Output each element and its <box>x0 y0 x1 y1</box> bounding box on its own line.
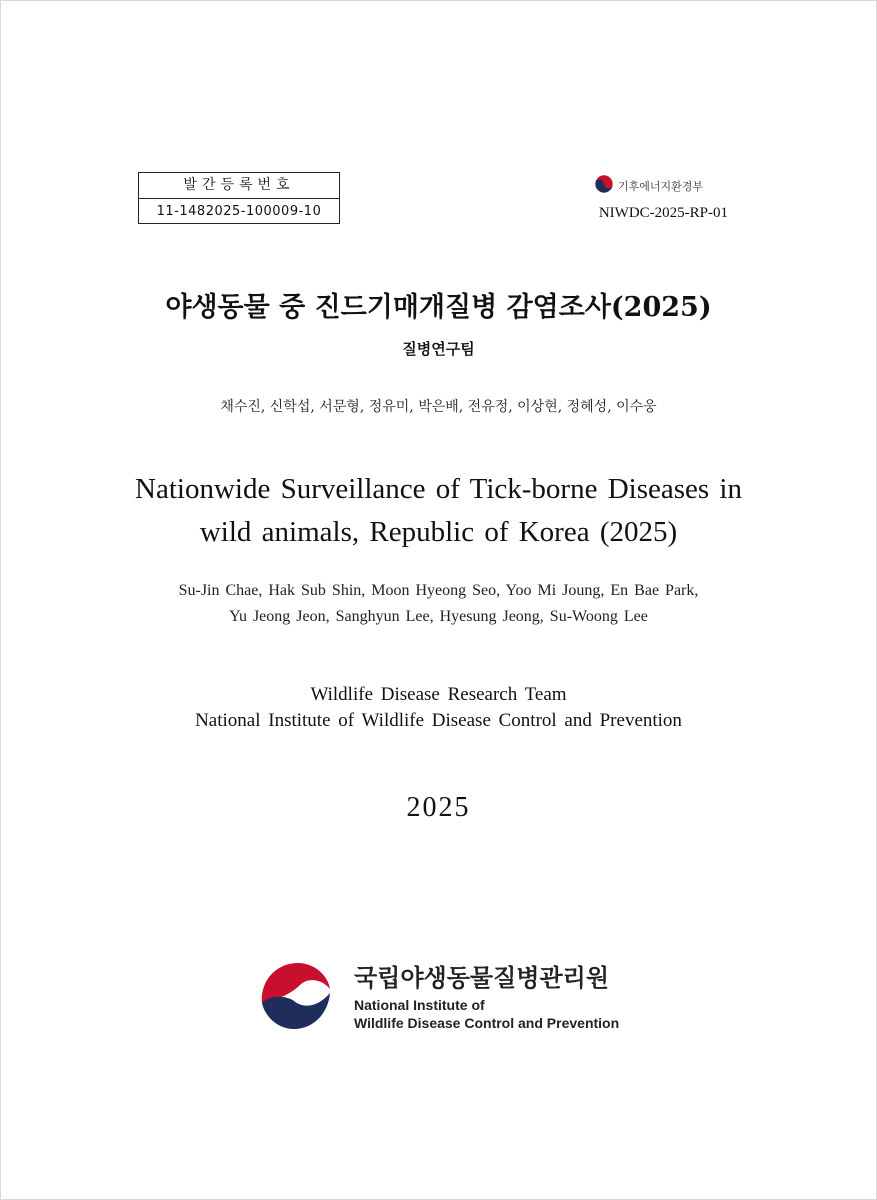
title-korean: 야생동물 중 진드기매개질병 감염조사(2025) <box>165 292 712 323</box>
institution-name-english <box>354 996 619 1032</box>
affiliation <box>60 682 817 734</box>
registration-label: 발간등록번호 <box>139 173 339 199</box>
title-english-line2: wild animals, Republic of Korea (2025) <box>199 516 678 548</box>
authors-english-line2: Yu Jeong Jeon, Sanghyun Lee, Hyesung Jeong, Su-Woong Lee <box>229 608 648 625</box>
ministry-name: 기후에너지환경부 <box>618 180 704 193</box>
title-english <box>60 468 817 554</box>
institution-name-korean: 국립야생동물질병관리원 <box>354 964 610 992</box>
team-korean: 질병연구팀 <box>402 340 475 358</box>
document-code: NIWDC-2025-RP-01 <box>598 205 728 221</box>
ministry-mark <box>594 176 703 196</box>
institution-name-english-line2: Wildlife Disease Control and Prevention <box>354 1015 620 1031</box>
registration-box <box>138 172 340 224</box>
institute-logo-icon <box>256 955 336 1035</box>
authors-korean: 채수진, 신학섭, 서문형, 정유미, 박은배, 전유정, 이상현, 정혜성, 이수웅 <box>220 399 657 415</box>
taegeuk-emblem-icon <box>594 174 614 198</box>
affiliation-team: Wildlife Disease Research Team <box>310 684 567 705</box>
authors-english-line1: Su-Jin Chae, Hak Sub Shin, Moon Hyeong Seo, Yoo Mi Joung, En Bae Park, <box>178 582 699 599</box>
publication-year: 2025 <box>406 792 471 823</box>
title-english-line1: Nationwide Surveillance of Tick-borne Diseases in <box>135 473 742 505</box>
registration-number: 11-1482025-100009-10 <box>156 204 322 219</box>
authors-english <box>60 578 817 630</box>
institution-name-english-line1: National Institute of <box>354 997 485 1013</box>
affiliation-institute: National Institute of Wildlife Disease Control and Prevention <box>195 710 682 731</box>
